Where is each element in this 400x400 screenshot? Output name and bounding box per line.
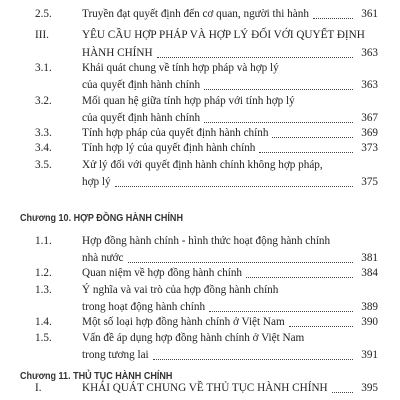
toc-page-number: 381: [361, 252, 378, 264]
toc-entry-title-cont: trong hoạt động hành chính: [82, 301, 206, 313]
toc-page-number: 361: [361, 8, 378, 20]
toc-entry-title-cont: của quyết định hành chính: [82, 79, 201, 91]
toc-entry-title: Một số loại hợp đồng hành chính ở Việt Nam: [82, 316, 285, 328]
toc-page-number: 375: [361, 176, 378, 188]
dot-leader: [204, 88, 353, 90]
dot-leader: [259, 151, 353, 153]
toc-page-number: 390: [361, 316, 378, 328]
toc-entry-number: 3.1.: [35, 62, 52, 74]
dot-leader: [313, 17, 353, 19]
toc-entry-title: Mối quan hệ giữa tính hợp pháp với tính hợp lý: [82, 95, 295, 107]
toc-page-number: 384: [361, 267, 378, 279]
toc-entry-title-cont: HÀNH CHÍNH: [82, 47, 153, 59]
toc-page-number: 391: [361, 349, 378, 361]
toc-entry-number: III.: [35, 29, 49, 41]
toc-entry-title-cont: hợp lý: [82, 176, 111, 188]
toc-page-number: 373: [361, 142, 378, 154]
dot-leader: [204, 121, 353, 123]
toc-entry-title: Tính hợp lý của quyết định hành chính: [82, 142, 256, 154]
toc-entry-title: Quan niệm về hợp đồng hành chính: [82, 267, 243, 279]
dot-leader: [272, 136, 353, 138]
toc-entry-number: 1.3.: [35, 284, 52, 296]
toc-entry-title: Vấn đề áp dụng hợp đồng hành chính ở Việt Nam: [82, 332, 305, 344]
dot-leader: [115, 185, 353, 187]
dot-leader: [289, 325, 353, 327]
toc-entry-title: Khái quát chung về tính hợp pháp và hợp lý: [82, 62, 279, 74]
toc-entry-title: KHÁI QUÁT CHUNG VỀ THỦ TỤC HÀNH CHÍNH: [82, 382, 328, 394]
toc-entry-number: 1.1.: [35, 235, 52, 247]
dot-leader: [246, 276, 353, 278]
toc-entry-title: Xử lý đối với quyết định hành chính không hợp pháp,: [82, 159, 323, 171]
toc-entry-title: Ý nghĩa và vai trò của hợp đồng hành chính: [82, 284, 279, 296]
toc-page-number: 389: [361, 301, 378, 313]
toc-entry-number: 3.2.: [35, 95, 52, 107]
toc-page-number: 367: [361, 112, 378, 124]
toc-entry-title-cont: nhà nước: [82, 252, 124, 264]
toc-entry-title-cont: trong tương lai: [82, 349, 149, 361]
toc-entry-number: 3.5.: [35, 159, 52, 171]
toc-entry-number: 3.4.: [35, 142, 52, 154]
toc-entry-number: 2.5.: [35, 8, 52, 20]
chapter-heading: Chương 11. THỦ TỤC HÀNH CHÍNH: [20, 370, 173, 382]
toc-page-number: 363: [361, 47, 378, 59]
toc-entry-number: 1.2.: [35, 267, 52, 279]
toc-entry-title: YÊU CẦU HỢP PHÁP VÀ HỢP LÝ ĐỐI VỚI QUYẾT ĐỊNH: [82, 29, 365, 41]
toc-entry-title: Tính hợp pháp của quyết định hành chính: [82, 127, 269, 139]
toc-entry-title: Truyền đạt quyết định đến cơ quan, người thi hành: [82, 8, 309, 20]
toc-page-number: 369: [361, 127, 378, 139]
dot-leader: [209, 310, 353, 312]
dot-leader: [128, 261, 354, 263]
toc-entry-number: 1.4.: [35, 316, 52, 328]
toc-entry-number: I.: [35, 382, 42, 394]
dot-leader: [332, 391, 353, 393]
dot-leader: [157, 56, 353, 58]
toc-page-number: 395: [361, 382, 378, 394]
toc-entry-title-cont: của quyết định hành chính: [82, 112, 201, 124]
toc-page-number: 363: [361, 79, 378, 91]
top-cut-text: [0, 0, 400, 3]
toc-entry-number: 3.3.: [35, 127, 52, 139]
toc-entry-title: Hợp đồng hành chính - hình thức hoạt động hành chính: [82, 235, 331, 247]
dot-leader: [153, 358, 353, 360]
chapter-heading: Chương 10. HỢP ĐỒNG HÀNH CHÍNH: [20, 212, 183, 224]
toc-entry-number: 1.5.: [35, 332, 52, 344]
